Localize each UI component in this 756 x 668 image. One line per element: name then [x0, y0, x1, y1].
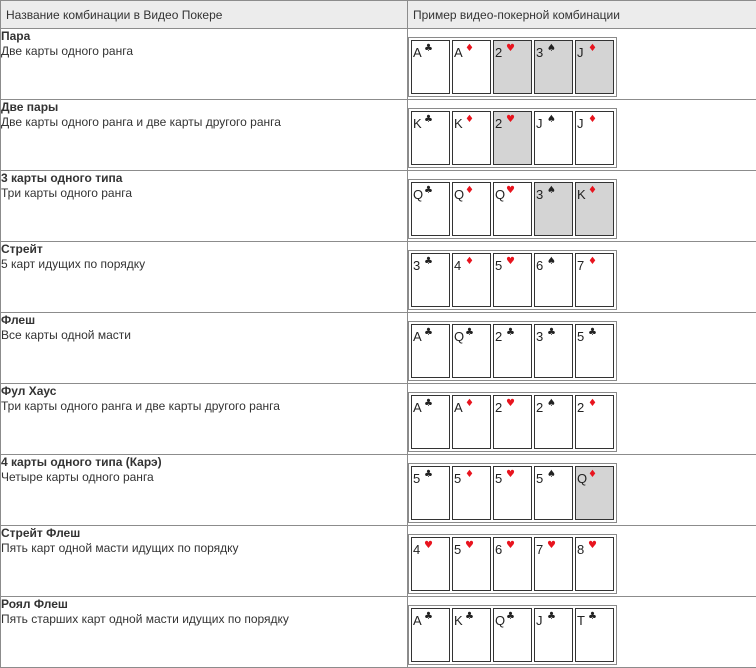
card-rank: K [454, 116, 463, 131]
card-rank: J [536, 116, 543, 131]
combo-example-cell [408, 313, 756, 384]
card-rank: 2 [495, 45, 503, 60]
combo-example-cell [408, 100, 756, 171]
card-rank: J [577, 45, 584, 60]
table-row [1, 171, 756, 242]
combo-name: Две пары [1, 100, 59, 114]
card-rank: A [454, 400, 463, 415]
playing-card [534, 40, 573, 94]
combo-name-cell [1, 242, 408, 313]
card-rank: A [413, 400, 422, 415]
card-rank: 5 [454, 471, 462, 486]
hearts-icon: ♥ [506, 256, 515, 267]
card-rank: 6 [495, 542, 503, 557]
diamonds-icon: ♦ [465, 114, 474, 125]
combo-description: Три карты одного ранга [1, 186, 133, 200]
card-rank: Q [454, 187, 465, 202]
combo-name: Фул Хаус [1, 384, 57, 398]
playing-card [452, 182, 491, 236]
diamonds-icon: ♦ [465, 185, 474, 196]
playing-card [575, 324, 614, 378]
playing-card [493, 40, 532, 94]
card-rank: 7 [577, 258, 585, 273]
playing-card [575, 466, 614, 520]
playing-card [534, 395, 573, 449]
clubs-icon: ♣ [506, 327, 515, 338]
combo-name-cell [1, 526, 408, 597]
combo-name-cell [1, 455, 408, 526]
clubs-icon: ♣ [424, 611, 433, 622]
clubs-icon: ♣ [424, 185, 433, 196]
playing-card [411, 466, 450, 520]
card-rank: 5 [454, 542, 462, 557]
card-rank: 3 [413, 258, 421, 273]
clubs-icon: ♣ [547, 327, 556, 338]
hearts-icon: ♥ [506, 540, 515, 551]
table-header-row [1, 1, 756, 29]
clubs-icon: ♣ [424, 327, 433, 338]
combo-example-cell [408, 384, 756, 455]
card-rank: Q [413, 187, 424, 202]
clubs-icon: ♣ [588, 327, 597, 338]
hearts-icon: ♥ [588, 540, 597, 551]
card-rank: T [577, 613, 585, 628]
card-rank: 2 [495, 400, 503, 415]
card-hand [408, 179, 617, 239]
card-rank: K [577, 187, 586, 202]
combo-description: 5 карт идущих по порядку [1, 257, 146, 271]
combo-description: Две карты одного ранга [1, 44, 134, 58]
diamonds-icon: ♦ [465, 469, 474, 480]
combo-name: Флеш [1, 313, 36, 327]
playing-card [493, 395, 532, 449]
card-rank: 3 [536, 45, 544, 60]
combo-name: 3 карты одного типа [1, 171, 123, 185]
playing-card [534, 253, 573, 307]
column-header-example: Пример видео-покерной комбинации [408, 1, 756, 29]
playing-card [493, 111, 532, 165]
clubs-icon: ♣ [465, 327, 474, 338]
combo-example-cell [408, 171, 756, 242]
card-rank: 5 [495, 471, 503, 486]
combo-name-cell [1, 100, 408, 171]
clubs-icon: ♣ [588, 611, 597, 622]
combo-description: Три карты одного ранга и две карты другого ранга [1, 399, 280, 413]
card-hand [408, 108, 617, 168]
clubs-icon: ♣ [424, 256, 433, 267]
combo-name-cell [1, 29, 408, 100]
playing-card [411, 182, 450, 236]
clubs-icon: ♣ [424, 469, 433, 480]
card-rank: K [413, 116, 422, 131]
card-rank: A [413, 613, 422, 628]
hearts-icon: ♥ [547, 540, 556, 551]
diamonds-icon: ♦ [465, 398, 474, 409]
combo-name-cell [1, 597, 408, 668]
combo-example-cell [408, 526, 756, 597]
playing-card [534, 111, 573, 165]
playing-card [575, 395, 614, 449]
card-rank: 2 [536, 400, 544, 415]
playing-card [411, 40, 450, 94]
spades-icon: ♠ [547, 185, 556, 196]
playing-card [534, 537, 573, 591]
clubs-icon: ♣ [424, 114, 433, 125]
card-hand [408, 605, 617, 665]
card-rank: 2 [577, 400, 585, 415]
hearts-icon: ♥ [424, 540, 433, 551]
table-row [1, 242, 756, 313]
card-hand [408, 37, 617, 97]
card-rank: 5 [413, 471, 421, 486]
card-rank: 4 [454, 258, 462, 273]
card-rank: 6 [536, 258, 544, 273]
diamonds-icon: ♦ [588, 469, 597, 480]
playing-card [534, 608, 573, 662]
spades-icon: ♠ [547, 398, 556, 409]
combo-description: Две карты одного ранга и две карты другого ранга [1, 115, 281, 129]
combo-description: Пять старших карт одной масти идущих по порядку [1, 612, 289, 626]
combo-example-cell [408, 455, 756, 526]
card-rank: K [454, 613, 463, 628]
playing-card [493, 324, 532, 378]
card-rank: 5 [495, 258, 503, 273]
combo-description: Все карты одной масти [1, 328, 131, 342]
hearts-icon: ♥ [465, 540, 474, 551]
playing-card [452, 537, 491, 591]
card-hand [408, 321, 617, 381]
playing-card [411, 324, 450, 378]
spades-icon: ♠ [547, 114, 556, 125]
clubs-icon: ♣ [424, 398, 433, 409]
card-rank: 8 [577, 542, 585, 557]
card-hand [408, 534, 617, 594]
combo-description: Четыре карты одного ранга [1, 470, 154, 484]
card-rank: A [454, 45, 463, 60]
table-row [1, 455, 756, 526]
clubs-icon: ♣ [547, 611, 556, 622]
card-rank: Q [495, 613, 506, 628]
hearts-icon: ♥ [506, 469, 515, 480]
diamonds-icon: ♦ [588, 43, 597, 54]
card-hand [408, 392, 617, 452]
card-hand [408, 463, 617, 523]
playing-card [575, 40, 614, 94]
combo-description: Пять карт одной масти идущих по порядку [1, 541, 239, 555]
playing-card [575, 537, 614, 591]
diamonds-icon: ♦ [588, 256, 597, 267]
table-row [1, 384, 756, 455]
playing-card [493, 537, 532, 591]
combo-example-cell [408, 242, 756, 313]
clubs-icon: ♣ [506, 611, 515, 622]
spades-icon: ♠ [547, 469, 556, 480]
playing-card [575, 253, 614, 307]
spades-icon: ♠ [547, 43, 556, 54]
hearts-icon: ♥ [506, 114, 515, 125]
playing-card [452, 395, 491, 449]
diamonds-icon: ♦ [588, 185, 597, 196]
playing-card [452, 253, 491, 307]
combo-name-cell [1, 171, 408, 242]
playing-card [452, 40, 491, 94]
card-hand [408, 250, 617, 310]
hearts-icon: ♥ [506, 398, 515, 409]
playing-card [575, 608, 614, 662]
card-rank: 5 [577, 329, 585, 344]
combo-example-cell [408, 597, 756, 668]
hearts-icon: ♥ [506, 43, 515, 54]
playing-card [493, 466, 532, 520]
playing-card [534, 466, 573, 520]
card-rank: 3 [536, 329, 544, 344]
card-rank: 3 [536, 187, 544, 202]
table-row [1, 597, 756, 668]
playing-card [452, 324, 491, 378]
hearts-icon: ♥ [506, 185, 515, 196]
combo-name: Стрейт [1, 242, 43, 256]
playing-card [534, 182, 573, 236]
combo-name-cell [1, 313, 408, 384]
table-row [1, 526, 756, 597]
table-body [1, 29, 756, 668]
diamonds-icon: ♦ [588, 398, 597, 409]
table-row [1, 313, 756, 384]
card-rank: J [577, 116, 584, 131]
diamonds-icon: ♦ [588, 114, 597, 125]
playing-card [452, 111, 491, 165]
playing-card [493, 608, 532, 662]
combo-name: Роял Флеш [1, 597, 68, 611]
card-rank: A [413, 329, 422, 344]
playing-card [411, 608, 450, 662]
playing-card [534, 324, 573, 378]
card-rank: Q [495, 187, 506, 202]
table-row [1, 100, 756, 171]
combo-name: Пара [1, 29, 31, 43]
combo-name: 4 карты одного типа (Карэ) [1, 455, 162, 469]
table-row [1, 29, 756, 100]
playing-card [411, 395, 450, 449]
card-rank: 7 [536, 542, 544, 557]
combo-name: Стрейт Флеш [1, 526, 81, 540]
playing-card [452, 466, 491, 520]
playing-card [411, 253, 450, 307]
card-rank: J [536, 613, 543, 628]
diamonds-icon: ♦ [465, 256, 474, 267]
card-rank: Q [454, 329, 465, 344]
clubs-icon: ♣ [424, 43, 433, 54]
combo-example-cell [408, 29, 756, 100]
playing-card [411, 537, 450, 591]
card-rank: 4 [413, 542, 421, 557]
playing-card [493, 182, 532, 236]
card-rank: A [413, 45, 422, 60]
card-rank: Q [577, 471, 588, 486]
diamonds-icon: ♦ [465, 43, 474, 54]
playing-card [411, 111, 450, 165]
playing-card [575, 182, 614, 236]
spades-icon: ♠ [547, 256, 556, 267]
combo-name-cell [1, 384, 408, 455]
clubs-icon: ♣ [465, 611, 474, 622]
column-header-name: Название комбинации в Видео Покере [1, 1, 408, 29]
card-rank: 2 [495, 116, 503, 131]
playing-card [575, 111, 614, 165]
card-rank: 2 [495, 329, 503, 344]
playing-card [493, 253, 532, 307]
card-rank: 5 [536, 471, 544, 486]
playing-card [452, 608, 491, 662]
